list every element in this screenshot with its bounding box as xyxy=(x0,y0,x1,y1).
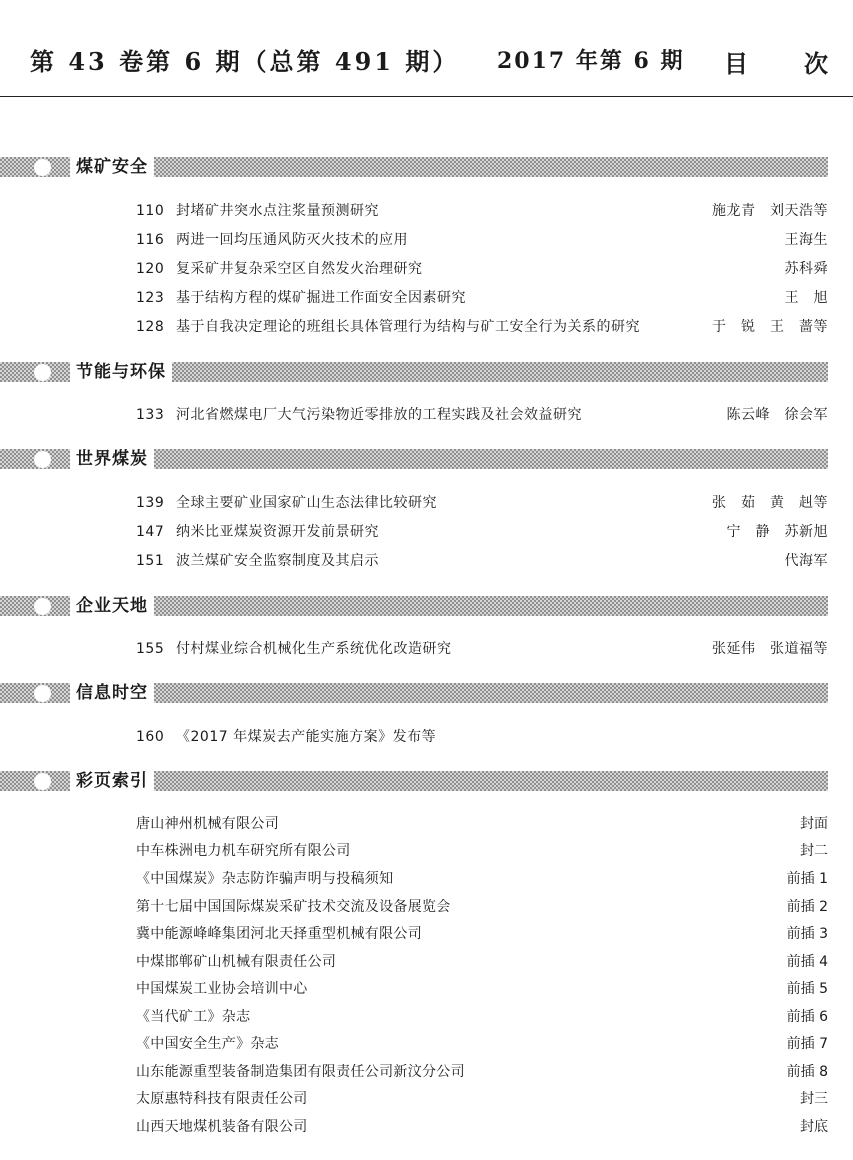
section-header-coal-mine-safety xyxy=(0,157,828,177)
color-index-entry[interactable] xyxy=(0,1060,853,1084)
toc-entry[interactable] xyxy=(0,637,853,661)
circle-bullet-icon xyxy=(34,451,51,468)
circle-bullet-icon xyxy=(34,685,51,702)
advertiser-name[interactable]: 冀中能源峰峰集团河北天择重型机械有限公司 xyxy=(136,926,422,942)
insert-location: 前插 6 xyxy=(786,1009,828,1025)
article-authors: 王海生 xyxy=(784,232,828,248)
advertiser-name[interactable]: 第十七届中国国际煤炭采矿技术交流及设备展览会 xyxy=(136,899,451,915)
circle-bullet-icon xyxy=(34,773,51,790)
issue-info: 2017 年第 6 期 xyxy=(497,48,685,74)
toc-entry[interactable] xyxy=(0,491,853,515)
section-header-information xyxy=(0,683,828,703)
article-authors: 陈云峰 徐会军 xyxy=(726,407,828,423)
color-index-entry[interactable] xyxy=(0,867,853,891)
insert-location: 前插 2 xyxy=(786,899,828,915)
insert-location: 前插 3 xyxy=(786,926,828,942)
article-title[interactable]: 基于结构方程的煤矿掘进工作面安全因素研究 xyxy=(176,290,466,306)
insert-location: 前插 8 xyxy=(786,1064,828,1080)
color-index-entry[interactable] xyxy=(0,977,853,1001)
page-number: 155 xyxy=(136,641,165,657)
article-title[interactable]: 《2017 年煤炭去产能实施方案》发布等 xyxy=(176,729,437,745)
toc-entry[interactable] xyxy=(0,257,853,281)
advertiser-name[interactable]: 中车株洲电力机车研究所有限公司 xyxy=(136,843,351,859)
article-authors: 苏科舜 xyxy=(784,261,828,277)
page-number: 120 xyxy=(136,261,165,277)
page-number: 147 xyxy=(136,524,165,540)
article-authors: 于 锐 王 蔷等 xyxy=(712,319,828,335)
article-title[interactable]: 两进一回均压通风防灭火技术的应用 xyxy=(176,232,408,248)
advertiser-name[interactable]: 中国煤炭工业协会培训中心 xyxy=(136,981,308,997)
article-authors: 王 旭 xyxy=(784,290,828,306)
article-authors: 张延伟 张道福等 xyxy=(712,641,828,657)
color-index-entry[interactable] xyxy=(0,1005,853,1029)
section-title: 彩页索引 xyxy=(70,768,154,794)
contents-title-ci: 次 xyxy=(804,49,828,78)
toc-entry[interactable] xyxy=(0,403,853,427)
color-index-entry[interactable] xyxy=(0,1032,853,1056)
page-number: 128 xyxy=(136,319,165,335)
advertiser-name[interactable]: 太原惠特科技有限责任公司 xyxy=(136,1091,308,1107)
article-authors: 施龙青 刘天浩等 xyxy=(712,203,828,219)
section-header-color-index xyxy=(0,771,828,791)
color-index-entry[interactable] xyxy=(0,812,853,836)
page-number: 160 xyxy=(136,729,165,745)
section-title: 煤矿安全 xyxy=(70,154,154,180)
advertiser-name[interactable]: 中煤邯郸矿山机械有限责任公司 xyxy=(136,954,337,970)
advertiser-name[interactable]: 山东能源重型装备制造集团有限责任公司新汶分公司 xyxy=(136,1064,465,1080)
color-index-entry[interactable] xyxy=(0,839,853,863)
color-index-entry[interactable] xyxy=(0,1087,853,1111)
article-title[interactable]: 河北省燃煤电厂大气污染物近零排放的工程实践及社会效益研究 xyxy=(176,407,582,423)
toc-entry[interactable] xyxy=(0,228,853,252)
page-number: 151 xyxy=(136,553,165,569)
insert-location: 封二 xyxy=(800,843,828,859)
article-authors: 宁 静 苏新旭 xyxy=(726,524,828,540)
circle-bullet-icon xyxy=(34,159,51,176)
article-title[interactable]: 封堵矿井突水点注浆量预测研究 xyxy=(176,203,379,219)
color-index-entry[interactable] xyxy=(0,1115,853,1139)
page-number: 133 xyxy=(136,407,165,423)
section-title: 企业天地 xyxy=(70,593,154,619)
color-index-entry[interactable] xyxy=(0,895,853,919)
article-title[interactable]: 复采矿井复杂采空区自然发火治理研究 xyxy=(176,261,423,277)
insert-location: 封底 xyxy=(800,1119,828,1135)
article-title[interactable]: 付村煤业综合机械化生产系统优化改造研究 xyxy=(176,641,452,657)
article-authors: 张 茹 黄 赳等 xyxy=(712,495,828,511)
insert-location: 封面 xyxy=(800,816,828,832)
article-title[interactable]: 波兰煤矿安全监察制度及其启示 xyxy=(176,553,379,569)
advertiser-name[interactable]: 唐山神州机械有限公司 xyxy=(136,816,279,832)
insert-location: 前插 7 xyxy=(786,1036,828,1052)
section-title: 世界煤炭 xyxy=(70,446,154,472)
article-title[interactable]: 纳米比亚煤炭资源开发前景研究 xyxy=(176,524,379,540)
page-number: 110 xyxy=(136,203,165,219)
section-title: 信息时空 xyxy=(70,680,154,706)
insert-location: 前插 1 xyxy=(786,871,828,887)
section-header-energy-environment xyxy=(0,362,828,382)
article-title[interactable]: 基于自我决定理论的班组长具体管理行为结构与矿工安全行为关系的研究 xyxy=(176,319,640,335)
page-number: 139 xyxy=(136,495,165,511)
article-title[interactable]: 全球主要矿业国家矿山生态法律比较研究 xyxy=(176,495,437,511)
page-number: 116 xyxy=(136,232,165,248)
color-index-entry[interactable] xyxy=(0,922,853,946)
insert-location: 前插 5 xyxy=(786,981,828,997)
advertiser-name[interactable]: 《中国煤炭》杂志防诈骗声明与投稿须知 xyxy=(136,871,394,887)
insert-location: 封三 xyxy=(800,1091,828,1107)
advertiser-name[interactable]: 《中国安全生产》杂志 xyxy=(136,1036,279,1052)
toc-entry[interactable] xyxy=(0,199,853,223)
contents-title-mu: 目 xyxy=(724,49,748,78)
circle-bullet-icon xyxy=(34,598,51,615)
toc-entry[interactable] xyxy=(0,315,853,339)
toc-entry[interactable] xyxy=(0,549,853,573)
advertiser-name[interactable]: 《当代矿工》杂志 xyxy=(136,1009,251,1025)
toc-entry[interactable] xyxy=(0,725,853,749)
section-title: 节能与环保 xyxy=(70,359,172,385)
advertiser-name[interactable]: 山西天地煤机装备有限公司 xyxy=(136,1119,308,1135)
page-number: 123 xyxy=(136,290,165,306)
section-header-world-coal xyxy=(0,449,828,469)
toc-entry[interactable] xyxy=(0,520,853,544)
page-header xyxy=(0,0,853,97)
toc-entry[interactable] xyxy=(0,286,853,310)
article-authors: 代海军 xyxy=(784,553,828,569)
circle-bullet-icon xyxy=(34,364,51,381)
color-index-entry[interactable] xyxy=(0,950,853,974)
section-header-enterprise xyxy=(0,596,828,616)
insert-location: 前插 4 xyxy=(786,954,828,970)
volume-info: 第 43 卷第 6 期（总第 491 期） xyxy=(30,47,460,76)
